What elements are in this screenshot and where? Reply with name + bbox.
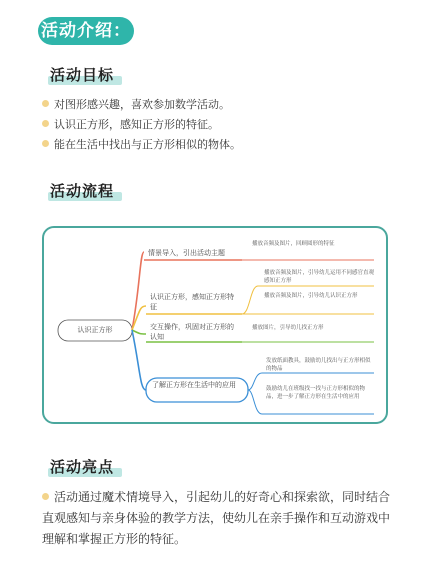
- branch-line-4: [132, 330, 146, 390]
- branch-line-3: [132, 330, 146, 334]
- bullet-dot: [42, 120, 49, 127]
- mind-map: [42, 226, 388, 424]
- goal-text: 能在生活中找出与正方形相似的物体。: [54, 138, 241, 151]
- note-1: 播放音频及图片，回顾圆形的特征: [252, 241, 335, 247]
- note-3: 播放图片，引导幼儿找正方形: [252, 325, 324, 331]
- highlights-title: 活动亮点: [50, 458, 115, 476]
- goal-item: [42, 96, 230, 112]
- note-2b: 播放音频及图片，引导幼儿认识正方形: [264, 293, 358, 299]
- highlights-heading: [50, 456, 114, 478]
- goal-item: [42, 116, 219, 132]
- goals-title: 活动目标: [50, 66, 115, 84]
- branch-label-2: 认识正方形，感知正方形特征: [150, 293, 234, 311]
- branch-label-4: 了解正方形在生活中的应用: [152, 381, 236, 389]
- highlights-text: 活动通过魔术情境导入，引起幼儿的好奇心和探索欲，同时结合直观感知与亲身体验的教学方法，使幼儿在亲手操作和互动游戏中理解和掌握正方形的特征。: [42, 490, 391, 546]
- highlights-paragraph: [42, 487, 392, 550]
- note-curve-4a: [248, 373, 262, 390]
- root-node: 认识正方形: [77, 326, 113, 334]
- note-curve-2a: [242, 286, 258, 314]
- bullet-dot: [42, 140, 49, 147]
- goal-text: 对图形感兴趣，喜欢参加数学活动。: [54, 98, 230, 111]
- note-2a: 播放音频及图片，引导幼儿运用不同感官直观感知正方形: [264, 270, 375, 284]
- process-heading: [50, 180, 114, 202]
- section-header-pill: [38, 17, 134, 45]
- note-4a: 发放纸面教具，鼓励幼儿找出与正方形相似的物品: [266, 358, 371, 372]
- bullet-dot: [42, 493, 49, 500]
- header-title: 活动介绍：: [41, 21, 131, 41]
- note-4b: 鼓励幼儿在班级找一找与正方形相似的物品，进一步了解正方形在生活中的应用: [266, 386, 366, 400]
- process-title: 活动流程: [50, 182, 115, 200]
- branch-line-1: [132, 252, 144, 330]
- branch-label-3: 交互操作，巩固对正方形的认知: [150, 323, 234, 341]
- branch-label-1: 情景导入，引出活动主题: [148, 249, 225, 257]
- goals-heading: [50, 64, 114, 86]
- bullet-dot: [42, 100, 49, 107]
- note-curve-4b: [248, 390, 262, 414]
- goal-text: 认识正方形，感知正方形的特征。: [54, 118, 219, 131]
- goal-item: [42, 136, 241, 152]
